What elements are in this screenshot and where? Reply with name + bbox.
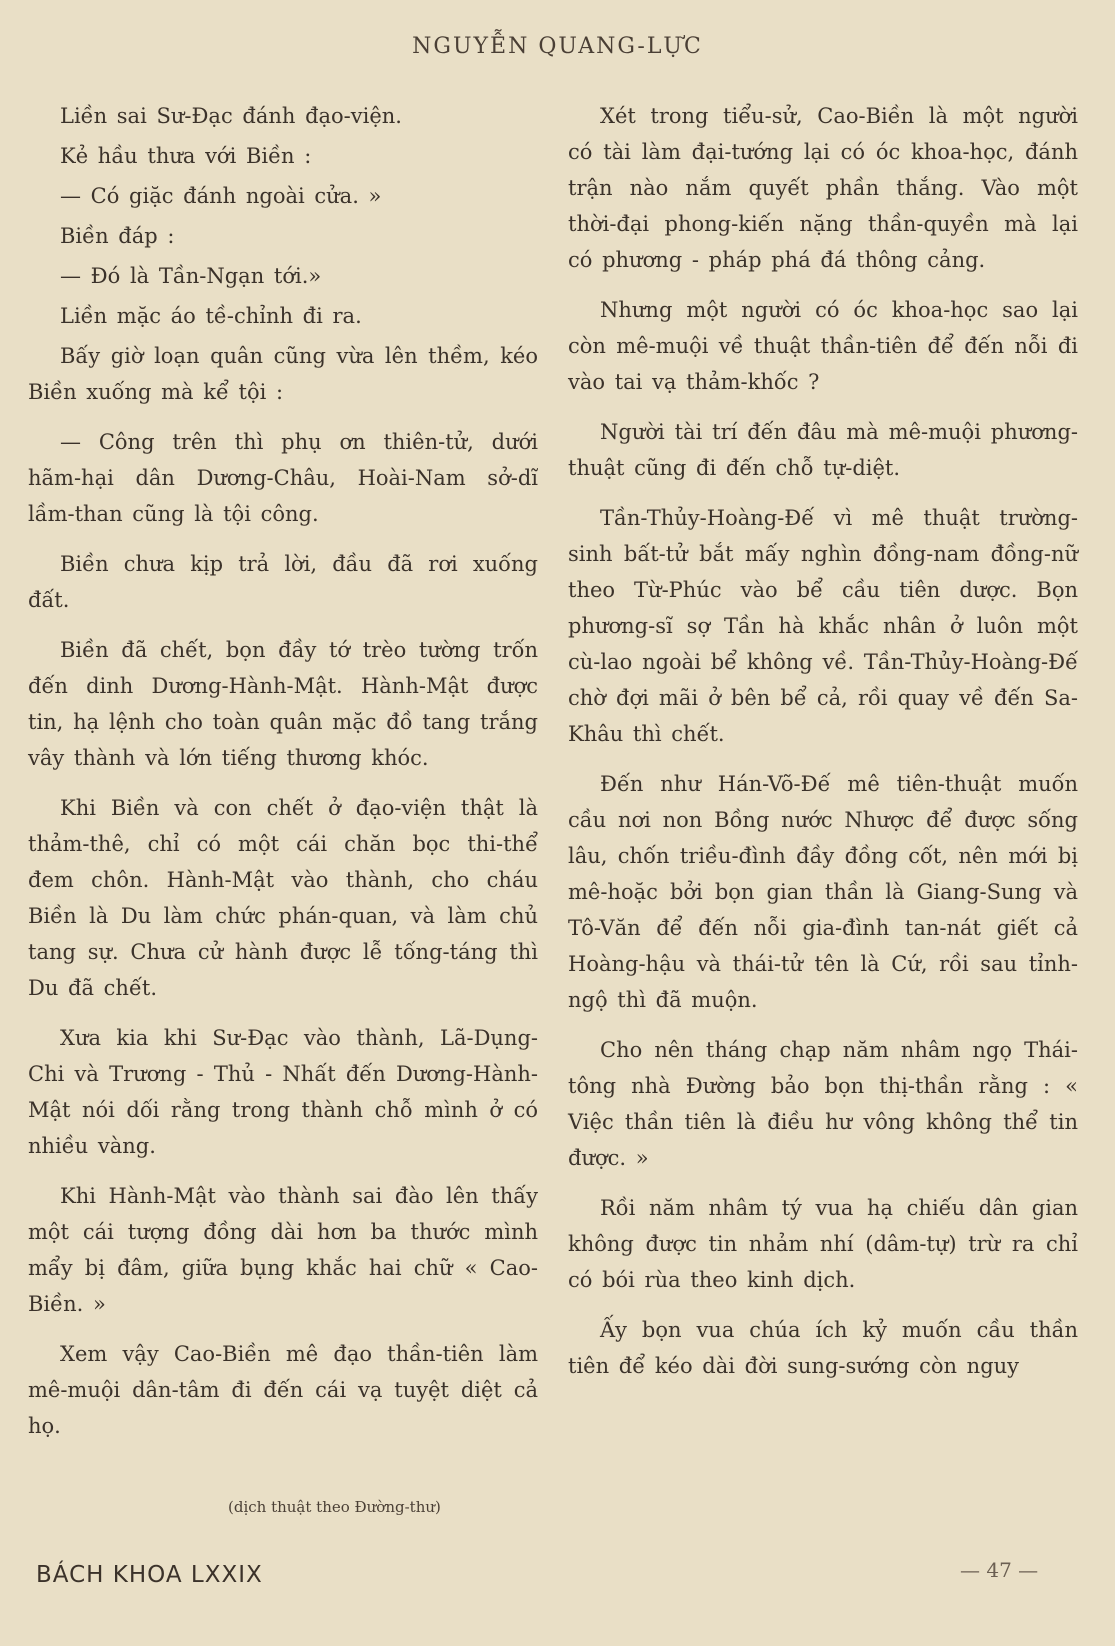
paragraph: Bấy giờ loạn quân cũng vừa lên thềm, kéo Biền xuống mà kể tội : [28, 344, 538, 404]
paragraph: Biền đã chết, bọn đầy tớ trèo tường trốn đến dinh Dương-Hành-Mật. Hành-Mật được tin, hạ lệnh cho toàn quân mặc đồ tang trắng vây thành và lớn tiếng thương khóc. [28, 638, 538, 770]
paragraph: — Đó là Tần-Ngạn tới.» [60, 264, 322, 288]
paragraph: — Có giặc đánh ngoài cửa. » [60, 184, 382, 208]
paragraph: Xưa kia khi Sư-Đạc vào thành, Lã-Dụng-Chi và Trương - Thủ - Nhất đến Dương-Hành-Mật nói dối rằng trong thành chỗ mình ở có nhiều vàng. [28, 1026, 538, 1158]
paragraph: Rồi năm nhâm tý vua hạ chiếu dân gian không được tin nhảm nhí (dâm-tự) trừ ra chỉ có bói rùa theo kinh dịch. [568, 1196, 1078, 1292]
paragraph: Người tài trí đến đâu mà mê-muội phương-thuật cũng đi đến chỗ tự-diệt. [568, 420, 1078, 480]
paragraph: Cho nên tháng chạp năm nhâm ngọ Thái-tông nhà Đường bảo bọn thị-thần rằng : « Việc thần tiên là điều hư vông không thể tin được. » [568, 1038, 1078, 1170]
paragraph: Xét trong tiểu-sử, Cao-Biền là một người có tài làm đại-tướng lại có óc khoa-học, đánh trận nào nắm quyết phần thắng. Vào một thời-đại phong-kiến nặng thần-quyền mà lại có phương - pháp phá đá thông cảng. [568, 104, 1078, 272]
paragraph: Ấy bọn vua chúa ích kỷ muốn cầu thần tiên để kéo dài đời sung-sướng còn nguy [568, 1318, 1078, 1378]
paragraph: Biền chưa kịp trả lời, đầu đã rơi xuống đất. [28, 552, 538, 612]
paragraph: Nhưng một người có óc khoa-học sao lại còn mê-muội về thuật thần-tiên để đến nỗi đi vào tai vạ thảm-khốc ? [568, 298, 1078, 394]
paragraph: — Công trên thì phụ ơn thiên-tử, dưới hãm-hại dân Dương-Châu, Hoài-Nam sở-dĩ lầm-than cũng là tội công. [28, 430, 538, 526]
publication-title: BÁCH KHOA LXXIX [36, 1562, 263, 1588]
right-column [568, 98, 1078, 1398]
page-number: — 47 — [960, 1558, 1039, 1582]
paragraph: Khi Biền và con chết ở đạo-viện thật là thảm-thê, chỉ có một cái chăn bọc thi-thể đem chôn. Hành-Mật vào thành, cho cháu Biền là Du làm chức phán-quan, và làm chủ tang sự. Chưa cử hành được lễ tống-táng thì Du đã chết. [28, 796, 538, 1000]
running-header: NGUYỄN QUANG-LỰC [412, 34, 703, 59]
paragraph: Kẻ hầu thưa với Biền : [60, 144, 312, 168]
paragraph: Tần-Thủy-Hoàng-Đế vì mê thuật trường-sinh bất-tử bắt mấy nghìn đồng-nam đồng-nữ theo Từ-Phúc vào bể cầu tiên dược. Bọn phương-sĩ sợ Tần hà khắc nhân ở luôn một cù-lao ngoài bể không về. Tần-Thủy-Hoàng-Đế chờ đợi mãi ở bên bể cả, rồi quay về đến Sa-Khâu thì chết. [568, 506, 1078, 746]
paragraph: Biền đáp : [60, 224, 175, 248]
paragraph: Đến như Hán-Võ-Đế mê tiên-thuật muốn cầu nơi non Bồng nước Nhược để được sống lâu, chốn triều-đình đầy đồng cốt, nên mới bị mê-hoặc bởi bọn gian thần là Giang-Sung và Tô-Văn để đến nỗi gia-đình tan-nát giết cả Hoàng-hậu và thái-tử tên là Cứ, rồi sau tỉnh-ngộ thì đã muộn. [568, 772, 1078, 1012]
paragraph: Liền sai Sư-Đạc đánh đạo-viện. [60, 104, 402, 128]
paragraph: Liền mặc áo tề-chỉnh đi ra. [60, 304, 362, 328]
paragraph: Khi Hành-Mật vào thành sai đào lên thấy một cái tượng đồng dài hơn ba thước mình mẩy bị đâm, giữa bụng khắc hai chữ « Cao-Biền. » [28, 1184, 538, 1316]
left-column [28, 98, 538, 1458]
translation-credit: (dịch thuật theo Đường-thư) [228, 1498, 441, 1516]
paragraph: Xem vậy Cao-Biền mê đạo thần-tiên làm mê-muội dân-tâm đi đến cái vạ tuyệt diệt cả họ. [28, 1342, 538, 1438]
